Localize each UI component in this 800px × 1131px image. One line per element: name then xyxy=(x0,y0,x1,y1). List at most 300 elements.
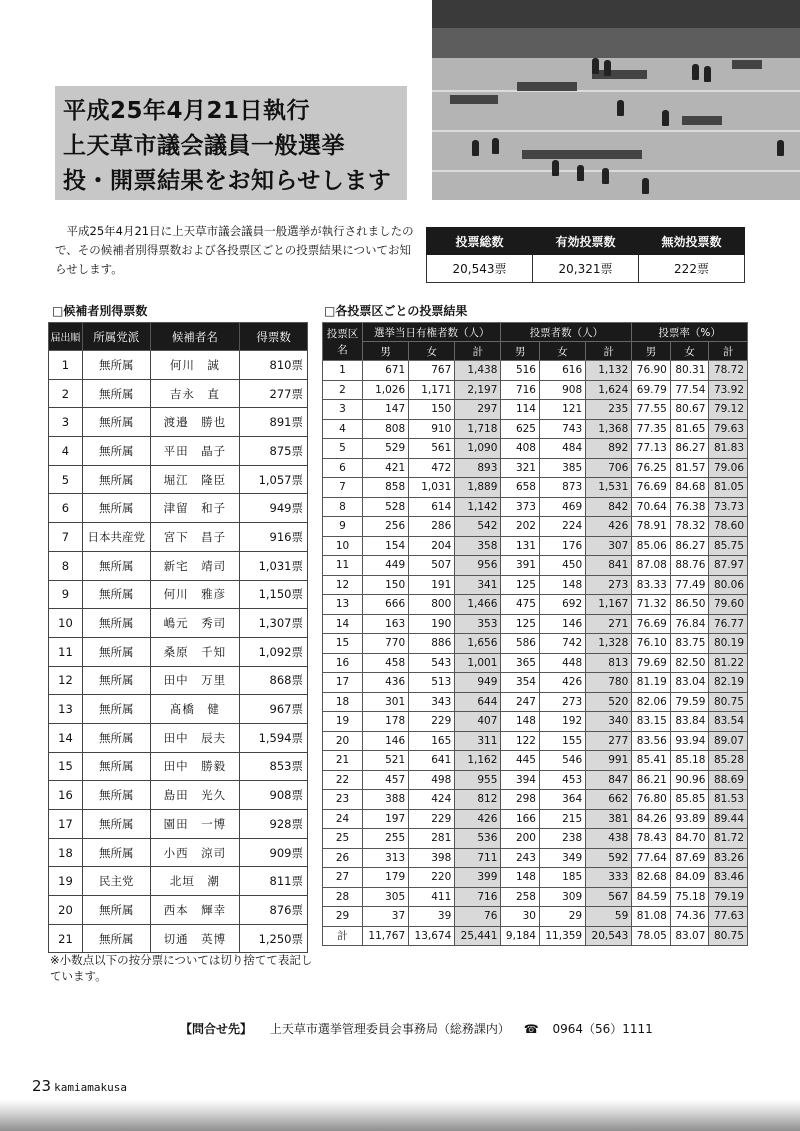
voters-male: 122 xyxy=(501,731,540,751)
voters-male: 114 xyxy=(501,400,540,420)
cand-name: 髙橋 健 xyxy=(150,695,240,724)
voters-total: 271 xyxy=(586,614,632,634)
turnout-female: 85.85 xyxy=(670,790,709,810)
turnout-total: 83.54 xyxy=(709,712,748,732)
cand-party: 無所属 xyxy=(82,379,150,408)
voters-female: 121 xyxy=(539,400,585,420)
cand-party: 民主党 xyxy=(82,867,150,896)
dist-id: 11 xyxy=(323,556,363,576)
cand-order: 18 xyxy=(49,838,83,867)
cand-party: 無所属 xyxy=(82,465,150,494)
dist-subheader: 計 xyxy=(586,342,632,361)
voters-total: 520 xyxy=(586,692,632,712)
cand-order: 13 xyxy=(49,695,83,724)
summary-valid-votes: 20,321票 xyxy=(533,255,639,283)
voters-female: 192 xyxy=(539,712,585,732)
cand-votes: 876票 xyxy=(240,896,308,925)
turnout-total: 80.19 xyxy=(709,634,748,654)
district-row xyxy=(323,575,748,595)
voters-female: 546 xyxy=(539,751,585,771)
candidate-row xyxy=(49,408,308,437)
turnout-total: 89.44 xyxy=(709,809,748,829)
electorate-male: 147 xyxy=(363,400,409,420)
turnout-female: 83.75 xyxy=(670,634,709,654)
district-row xyxy=(323,731,748,751)
turnout-total: 73.73 xyxy=(709,497,748,517)
district-row xyxy=(323,809,748,829)
cand-votes: 891票 xyxy=(240,408,308,437)
turnout-female: 75.18 xyxy=(670,887,709,907)
voters-female: 224 xyxy=(539,517,585,537)
turnout-total: 81.22 xyxy=(709,653,748,673)
cand-order: 19 xyxy=(49,867,83,896)
cand-order: 21 xyxy=(49,924,83,953)
voters-total: 780 xyxy=(586,673,632,693)
cand-party: 無所属 xyxy=(82,408,150,437)
electorate-total: 407 xyxy=(455,712,501,732)
dist-id: 3 xyxy=(323,400,363,420)
turnout-male: 76.69 xyxy=(632,478,671,498)
page-footer xyxy=(32,1077,127,1095)
candidate-row xyxy=(49,695,308,724)
candidate-row xyxy=(49,437,308,466)
electorate-total: 297 xyxy=(455,400,501,420)
cand-order: 2 xyxy=(49,379,83,408)
cand-name: 園田 一博 xyxy=(150,810,240,839)
dist-id: 27 xyxy=(323,868,363,888)
dist-subheader: 女 xyxy=(539,342,585,361)
voters-female: 29 xyxy=(539,907,585,927)
candidate-row xyxy=(49,810,308,839)
voters-female: 469 xyxy=(539,497,585,517)
rounding-note: ※小数点以下の按分票については切り捨てて表記しています。 xyxy=(50,953,313,983)
cand-name: 平田 晶子 xyxy=(150,437,240,466)
electorate-total: 1,162 xyxy=(455,751,501,771)
summary-invalid-votes: 222票 xyxy=(639,255,745,283)
electorate-male: 37 xyxy=(363,907,409,927)
voters-female: 364 xyxy=(539,790,585,810)
voters-male: 373 xyxy=(501,497,540,517)
cand-votes: 277票 xyxy=(240,379,308,408)
turnout-female: 83.04 xyxy=(670,673,709,693)
voters-male: 354 xyxy=(501,673,540,693)
cand-votes: 868票 xyxy=(240,666,308,695)
cand-header-party: 所属党派 xyxy=(82,323,150,351)
turnout-total: 81.83 xyxy=(709,439,748,459)
turnout-total: 77.63 xyxy=(709,907,748,927)
electorate-total: 711 xyxy=(455,848,501,868)
district-row xyxy=(323,380,748,400)
turnout-male: 85.06 xyxy=(632,536,671,556)
district-row xyxy=(323,926,748,946)
candidate-row xyxy=(49,580,308,609)
district-row xyxy=(323,848,748,868)
electorate-female: 39 xyxy=(409,907,455,927)
turnout-female: 79.59 xyxy=(670,692,709,712)
electorate-total: 1,656 xyxy=(455,634,501,654)
turnout-male: 71.32 xyxy=(632,595,671,615)
turnout-total: 80.75 xyxy=(709,692,748,712)
cand-header-order: 届出順 xyxy=(49,323,83,351)
electorate-male: 671 xyxy=(363,361,409,381)
voters-male: 30 xyxy=(501,907,540,927)
cand-name: 西本 輝幸 xyxy=(150,896,240,925)
electorate-female: 190 xyxy=(409,614,455,634)
turnout-female: 80.67 xyxy=(670,400,709,420)
dist-id: 1 xyxy=(323,361,363,381)
turnout-total: 79.63 xyxy=(709,419,748,439)
turnout-total: 79.12 xyxy=(709,400,748,420)
electorate-male: 255 xyxy=(363,829,409,849)
counting-hall-photo xyxy=(432,0,800,200)
cand-name: 切通 英博 xyxy=(150,924,240,953)
electorate-total: 955 xyxy=(455,770,501,790)
voters-female: 616 xyxy=(539,361,585,381)
turnout-male: 83.33 xyxy=(632,575,671,595)
district-row xyxy=(323,556,748,576)
cand-order: 9 xyxy=(49,580,83,609)
cand-party: 無所属 xyxy=(82,637,150,666)
candidate-row xyxy=(49,523,308,552)
turnout-female: 77.49 xyxy=(670,575,709,595)
cand-name: 田中 万里 xyxy=(150,666,240,695)
summary-header-invalid: 無効投票数 xyxy=(639,228,745,255)
electorate-male: 521 xyxy=(363,751,409,771)
voters-male: 202 xyxy=(501,517,540,537)
cand-party: 無所属 xyxy=(82,810,150,839)
turnout-female: 93.94 xyxy=(670,731,709,751)
voters-male: 391 xyxy=(501,556,540,576)
turnout-male: 78.05 xyxy=(632,926,671,946)
turnout-total: 76.77 xyxy=(709,614,748,634)
district-row xyxy=(323,595,748,615)
district-section-title: □各投票区ごとの投票結果 xyxy=(324,304,468,318)
district-row xyxy=(323,400,748,420)
turnout-male: 78.91 xyxy=(632,517,671,537)
cand-party: 無所属 xyxy=(82,896,150,925)
voters-total: 892 xyxy=(586,439,632,459)
turnout-female: 83.07 xyxy=(670,926,709,946)
electorate-female: 398 xyxy=(409,848,455,868)
voters-total: 307 xyxy=(586,536,632,556)
cand-votes: 875票 xyxy=(240,437,308,466)
turnout-total: 78.60 xyxy=(709,517,748,537)
electorate-male: 808 xyxy=(363,419,409,439)
cand-name: 北垣 潮 xyxy=(150,867,240,896)
voters-female: 11,359 xyxy=(539,926,585,946)
dist-id: 28 xyxy=(323,887,363,907)
electorate-total: 542 xyxy=(455,517,501,537)
electorate-total: 949 xyxy=(455,673,501,693)
electorate-male: 436 xyxy=(363,673,409,693)
dist-id: 22 xyxy=(323,770,363,790)
voters-male: 408 xyxy=(501,439,540,459)
electorate-male: 529 xyxy=(363,439,409,459)
dist-id: 18 xyxy=(323,692,363,712)
electorate-male: 305 xyxy=(363,887,409,907)
electorate-female: 561 xyxy=(409,439,455,459)
turnout-female: 80.31 xyxy=(670,361,709,381)
contact-label: 【問合せ先】 xyxy=(180,1022,253,1036)
candidate-row xyxy=(49,379,308,408)
voters-female: 155 xyxy=(539,731,585,751)
turnout-male: 81.08 xyxy=(632,907,671,927)
district-row xyxy=(323,419,748,439)
candidate-row xyxy=(49,465,308,494)
turnout-male: 76.10 xyxy=(632,634,671,654)
turnout-female: 84.70 xyxy=(670,829,709,849)
turnout-female: 85.18 xyxy=(670,751,709,771)
voters-male: 586 xyxy=(501,634,540,654)
voters-total: 235 xyxy=(586,400,632,420)
dist-id: 2 xyxy=(323,380,363,400)
voters-male: 394 xyxy=(501,770,540,790)
dist-id: 17 xyxy=(323,673,363,693)
voters-total: 1,531 xyxy=(586,478,632,498)
electorate-total: 25,441 xyxy=(455,926,501,946)
turnout-total: 85.75 xyxy=(709,536,748,556)
electorate-total: 1,466 xyxy=(455,595,501,615)
turnout-male: 69.79 xyxy=(632,380,671,400)
cand-header-votes: 得票数 xyxy=(240,323,308,351)
voters-female: 908 xyxy=(539,380,585,400)
dist-id: 24 xyxy=(323,809,363,829)
turnout-male: 76.69 xyxy=(632,614,671,634)
dist-id: 25 xyxy=(323,829,363,849)
district-row xyxy=(323,536,748,556)
turnout-female: 93.89 xyxy=(670,809,709,829)
voters-male: 298 xyxy=(501,790,540,810)
cand-order: 8 xyxy=(49,551,83,580)
cand-votes: 810票 xyxy=(240,351,308,380)
cand-party: 無所属 xyxy=(82,551,150,580)
district-results-table xyxy=(322,322,748,946)
cand-order: 6 xyxy=(49,494,83,523)
voters-male: 516 xyxy=(501,361,540,381)
electorate-female: 343 xyxy=(409,692,455,712)
voters-female: 742 xyxy=(539,634,585,654)
cand-party: 無所属 xyxy=(82,666,150,695)
electorate-male: 421 xyxy=(363,458,409,478)
turnout-male: 84.26 xyxy=(632,809,671,829)
cand-name: 宮下 昌子 xyxy=(150,523,240,552)
turnout-female: 83.84 xyxy=(670,712,709,732)
electorate-total: 812 xyxy=(455,790,501,810)
turnout-female: 86.27 xyxy=(670,439,709,459)
electorate-total: 353 xyxy=(455,614,501,634)
voters-female: 215 xyxy=(539,809,585,829)
candidate-row xyxy=(49,781,308,810)
magazine-brand: kamiamakusa xyxy=(54,1081,127,1094)
voters-total: 847 xyxy=(586,770,632,790)
turnout-total: 81.53 xyxy=(709,790,748,810)
district-row xyxy=(323,497,748,517)
electorate-male: 256 xyxy=(363,517,409,537)
cand-votes: 909票 xyxy=(240,838,308,867)
electorate-male: 666 xyxy=(363,595,409,615)
candidate-row xyxy=(49,637,308,666)
electorate-total: 1,090 xyxy=(455,439,501,459)
cand-votes: 949票 xyxy=(240,494,308,523)
turnout-total: 81.05 xyxy=(709,478,748,498)
contact-phone: 0964（56）1111 xyxy=(552,1022,653,1036)
dist-id: 5 xyxy=(323,439,363,459)
cand-votes: 908票 xyxy=(240,781,308,810)
voters-male: 475 xyxy=(501,595,540,615)
cand-party: 無所属 xyxy=(82,695,150,724)
title-line-2: 上天草市議会議員一般選挙 xyxy=(63,133,345,159)
turnout-female: 76.84 xyxy=(670,614,709,634)
district-row xyxy=(323,907,748,927)
voters-male: 365 xyxy=(501,653,540,673)
dist-subheader: 男 xyxy=(363,342,409,361)
voters-total: 662 xyxy=(586,790,632,810)
turnout-male: 83.15 xyxy=(632,712,671,732)
article-title xyxy=(55,86,407,200)
turnout-female: 81.57 xyxy=(670,458,709,478)
turnout-female: 77.54 xyxy=(670,380,709,400)
voters-total: 592 xyxy=(586,848,632,868)
voters-female: 349 xyxy=(539,848,585,868)
dist-header-electorate: 選挙当日有権者数（人） xyxy=(363,323,501,342)
electorate-female: 472 xyxy=(409,458,455,478)
electorate-female: 513 xyxy=(409,673,455,693)
turnout-male: 82.68 xyxy=(632,868,671,888)
voters-male: 258 xyxy=(501,887,540,907)
voters-total: 1,328 xyxy=(586,634,632,654)
dist-subheader: 女 xyxy=(670,342,709,361)
electorate-total: 311 xyxy=(455,731,501,751)
electorate-female: 411 xyxy=(409,887,455,907)
district-row xyxy=(323,653,748,673)
title-line-1: 平成25年4月21日執行 xyxy=(63,98,311,124)
turnout-total: 83.26 xyxy=(709,848,748,868)
turnout-total: 82.19 xyxy=(709,673,748,693)
candidate-row xyxy=(49,838,308,867)
dist-header-district: 投票区名 xyxy=(323,323,363,361)
cand-order: 5 xyxy=(49,465,83,494)
voters-female: 484 xyxy=(539,439,585,459)
electorate-total: 1,438 xyxy=(455,361,501,381)
dist-id: 計 xyxy=(323,926,363,946)
voters-male: 445 xyxy=(501,751,540,771)
turnout-total: 80.75 xyxy=(709,926,748,946)
electorate-male: 146 xyxy=(363,731,409,751)
district-row xyxy=(323,673,748,693)
electorate-total: 644 xyxy=(455,692,501,712)
cand-party: 無所属 xyxy=(82,437,150,466)
electorate-female: 229 xyxy=(409,712,455,732)
turnout-total: 83.46 xyxy=(709,868,748,888)
candidate-row xyxy=(49,666,308,695)
turnout-female: 78.32 xyxy=(670,517,709,537)
cand-votes: 1,307票 xyxy=(240,609,308,638)
turnout-total: 79.60 xyxy=(709,595,748,615)
dist-id: 21 xyxy=(323,751,363,771)
electorate-male: 163 xyxy=(363,614,409,634)
cand-party: 無所属 xyxy=(82,494,150,523)
electorate-total: 426 xyxy=(455,809,501,829)
candidate-votes-table xyxy=(48,322,308,953)
dist-id: 12 xyxy=(323,575,363,595)
electorate-total: 716 xyxy=(455,887,501,907)
electorate-female: 220 xyxy=(409,868,455,888)
dist-id: 9 xyxy=(323,517,363,537)
turnout-male: 77.35 xyxy=(632,419,671,439)
electorate-female: 281 xyxy=(409,829,455,849)
cand-order: 17 xyxy=(49,810,83,839)
page-number: 23 xyxy=(32,1077,52,1095)
voters-male: 125 xyxy=(501,614,540,634)
voters-total: 333 xyxy=(586,868,632,888)
turnout-total: 88.69 xyxy=(709,770,748,790)
cand-votes: 1,092票 xyxy=(240,637,308,666)
cand-party: 無所属 xyxy=(82,351,150,380)
turnout-total: 81.72 xyxy=(709,829,748,849)
dist-id: 16 xyxy=(323,653,363,673)
electorate-total: 358 xyxy=(455,536,501,556)
cand-votes: 1,031票 xyxy=(240,551,308,580)
turnout-female: 84.68 xyxy=(670,478,709,498)
electorate-total: 1,889 xyxy=(455,478,501,498)
voters-male: 716 xyxy=(501,380,540,400)
voters-female: 385 xyxy=(539,458,585,478)
cand-order: 12 xyxy=(49,666,83,695)
voters-female: 146 xyxy=(539,614,585,634)
turnout-total: 79.19 xyxy=(709,887,748,907)
cand-order: 14 xyxy=(49,723,83,752)
electorate-male: 178 xyxy=(363,712,409,732)
cand-order: 11 xyxy=(49,637,83,666)
dist-id: 14 xyxy=(323,614,363,634)
turnout-male: 76.80 xyxy=(632,790,671,810)
cand-name: 吉永 直 xyxy=(150,379,240,408)
electorate-male: 154 xyxy=(363,536,409,556)
dist-id: 8 xyxy=(323,497,363,517)
dist-subheader: 男 xyxy=(501,342,540,361)
district-row xyxy=(323,458,748,478)
district-row xyxy=(323,790,748,810)
cand-party: 無所属 xyxy=(82,752,150,781)
voters-female: 873 xyxy=(539,478,585,498)
cand-name: 小西 涼司 xyxy=(150,838,240,867)
electorate-female: 150 xyxy=(409,400,455,420)
voters-total: 1,132 xyxy=(586,361,632,381)
turnout-female: 76.38 xyxy=(670,497,709,517)
telephone-icon: ☎ xyxy=(523,1022,539,1036)
turnout-male: 70.64 xyxy=(632,497,671,517)
dist-id: 29 xyxy=(323,907,363,927)
dist-id: 15 xyxy=(323,634,363,654)
electorate-female: 886 xyxy=(409,634,455,654)
electorate-female: 767 xyxy=(409,361,455,381)
cand-votes: 1,250票 xyxy=(240,924,308,953)
cand-name: 新宅 靖司 xyxy=(150,551,240,580)
district-row xyxy=(323,887,748,907)
cand-votes: 1,594票 xyxy=(240,723,308,752)
voters-male: 658 xyxy=(501,478,540,498)
candidate-row xyxy=(49,867,308,896)
district-row xyxy=(323,634,748,654)
electorate-female: 498 xyxy=(409,770,455,790)
turnout-female: 82.50 xyxy=(670,653,709,673)
cand-party: 日本共産党 xyxy=(82,523,150,552)
turnout-female: 90.96 xyxy=(670,770,709,790)
turnout-male: 86.21 xyxy=(632,770,671,790)
cand-votes: 1,150票 xyxy=(240,580,308,609)
candidate-row xyxy=(49,609,308,638)
dist-id: 6 xyxy=(323,458,363,478)
